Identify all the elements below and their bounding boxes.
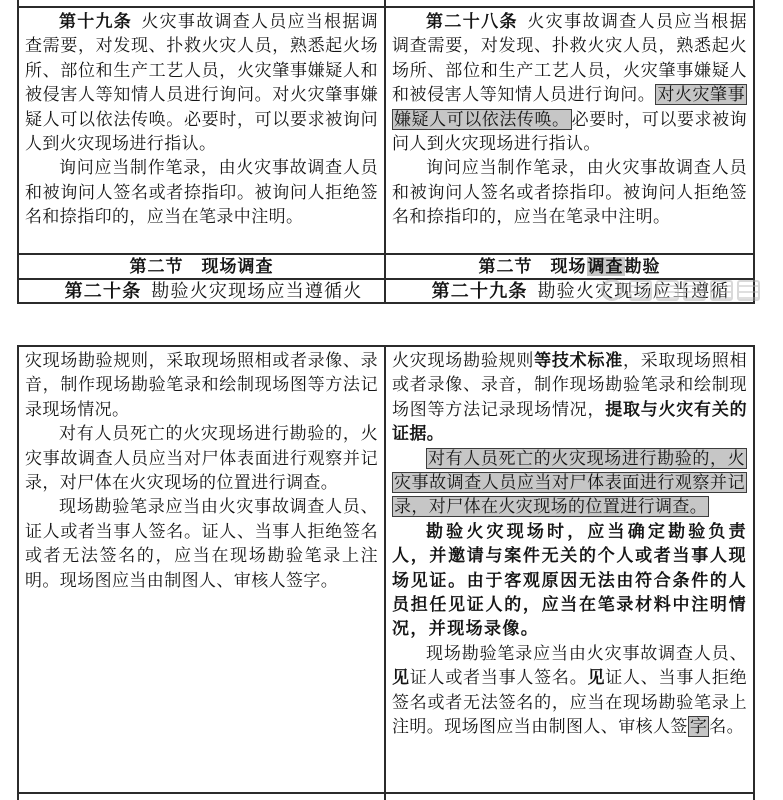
- old-cont-paragraph-1: [25, 349, 378, 422]
- old-cont-text-1: 灾现场勘验规则，采取现场照相或者录像、录音，制作现场勘验笔录和绘制现场图等方法记录现场情况。: [25, 351, 378, 419]
- previous-row-sliver: [19, 0, 753, 8]
- section-header-row: [19, 255, 753, 280]
- new-section-title-post: 勘验: [624, 257, 661, 276]
- old-section-title-text: 第二节 现场调查: [129, 257, 274, 276]
- article-19-28-row: [19, 8, 753, 255]
- new-article-29-line: [386, 280, 753, 302]
- new-cont-text-1: 火灾现场勘验规则: [392, 351, 535, 370]
- previous-row-sliver-right: [386, 0, 753, 6]
- new-article-text-2: 必要时，可以要求被询问人到火灾现场进行指认。: [392, 109, 748, 154]
- revision-bold-standards: 等技术标准: [534, 351, 623, 370]
- old-section-title: [19, 255, 386, 278]
- old-article-number: 第十九条: [59, 12, 133, 31]
- revision-bold-evidence: 提取与火灾有关的证据。: [392, 399, 747, 444]
- new-article-paragraph-1: [392, 10, 747, 156]
- next-row-sliver: [17, 794, 755, 800]
- comparison-table-top: [17, 0, 755, 304]
- new-article-number: 第二十八条: [426, 12, 518, 31]
- next-row-sliver-divider: [19, 794, 386, 800]
- revision-bold-jian-2: 见: [587, 668, 606, 688]
- old-article-paragraph-1: [25, 10, 378, 156]
- new-cont-paragraph-1: [392, 349, 747, 447]
- old-article-paragraph-2: [25, 156, 378, 229]
- revision-bold-jian-1: 见: [392, 668, 410, 688]
- article-20-29-row: [19, 280, 753, 304]
- old-cont-paragraph-2: [25, 422, 378, 495]
- revision-highlight-section: 调查: [587, 257, 624, 276]
- new-article-29-number: 第二十九条: [431, 281, 528, 301]
- new-cont-paragraph-4: [392, 642, 747, 740]
- new-cont-text-4: 证人或者当事人签名。: [409, 668, 588, 688]
- new-cont-paragraph-2: [392, 447, 747, 520]
- old-article-20-text: 勘验火灾现场应当遵循火: [151, 281, 363, 301]
- new-section-title: [386, 255, 753, 278]
- revision-highlight-summon: 对火灾肇事嫌疑人可以依法传唤。: [394, 85, 746, 129]
- new-cont-paragraph-3: [392, 520, 747, 642]
- new-version-cell: [386, 8, 753, 253]
- old-cont-text-2: 对有人员死亡的火灾现场进行勘验的，火灾事故调查人员应当对尸体表面进行观察并记录，对尸体在火灾现场的位置进行调查。: [25, 424, 378, 493]
- previous-row-sliver-left: [19, 0, 386, 6]
- old-article-20-line: [19, 280, 386, 302]
- new-article-text-1: 火灾事故调查人员应当根据调查需要，对发现、扑救火灾人员，熟悉起火场所、部位和生产工艺人员，火灾肇事嫌疑人和被侵害人等知情人员进行询问。: [392, 12, 747, 105]
- new-section-title-pre: 第二节 现场: [478, 257, 587, 276]
- revision-highlight-zi: 字: [689, 717, 708, 737]
- old-cont-paragraph-3: [25, 495, 378, 593]
- revision-highlight-corpse: 对有人员死亡的火灾现场进行勘验的，火灾事故调查人员应当对尸体表面进行观察并记录，对尸体在火灾现场的位置进行调查。: [394, 448, 745, 517]
- old-article-text-1: 火灾事故调查人员应当根据调查需要，对发现、扑救火灾人员，熟悉起火场所、部位和生产工艺人员，火灾肇事嫌疑人和被侵害人等知情人员进行询问。对火灾肇事嫌疑人可以依法传唤。必要时，可以要求被询问人到火灾现场进行指认。: [25, 12, 378, 154]
- new-cont-text-2: ，采取现场照相或者录像、录音，制作现场勘验笔录和绘制现场图等方法记录现场情况，: [392, 351, 747, 419]
- old-version-continuation-cell: [19, 347, 386, 792]
- old-article-text-2: 询问应当制作笔录，由火灾事故调查人员和被询问人签名或者捺指印。被询问人拒绝签名和捺指印的，应当在笔录中注明。: [25, 158, 378, 227]
- new-article-text-3: 询问应当制作笔录，由火灾事故调查人员和被询问人签名或者捺指印。被询问人拒绝签名和捺指印的，应当在笔录中注明。: [392, 158, 747, 227]
- article-continuation-row: [19, 347, 753, 792]
- new-article-29-text: 勘验火灾现场应当遵循: [537, 281, 730, 301]
- old-cont-text-3: 现场勘验笔录应当由火灾事故调查人员、证人或者当事人签名。证人、当事人拒绝签名或者无法签名的，应当在现场勘验笔录上注明。现场图应当由制图人、审核人签字。: [25, 497, 378, 590]
- old-version-cell: [19, 8, 386, 253]
- comparison-table-bottom: [17, 345, 755, 794]
- new-version-continuation-cell: [386, 347, 753, 792]
- old-article-20-number: 第二十条: [64, 281, 142, 301]
- new-article-paragraph-2: [392, 156, 747, 229]
- new-cont-text-5: 证人、当事人拒绝签名或者无法签名的，应当在现场勘验笔录上注明。现场图应当由制图人、审核人签: [392, 668, 748, 737]
- revision-bold-witness: 勘验火灾现场时，应当确定勘验负责人，并邀请与案件无关的个人或者当事人现场见证。由于客观原因无法由符合条件的人员担任见证人的，应当在笔录材料中注明情况，并现场录像。: [392, 521, 747, 639]
- new-cont-text-6: 名。: [709, 717, 745, 737]
- new-cont-text-3: 现场勘验笔录应当由火灾事故调查人员、: [426, 643, 747, 663]
